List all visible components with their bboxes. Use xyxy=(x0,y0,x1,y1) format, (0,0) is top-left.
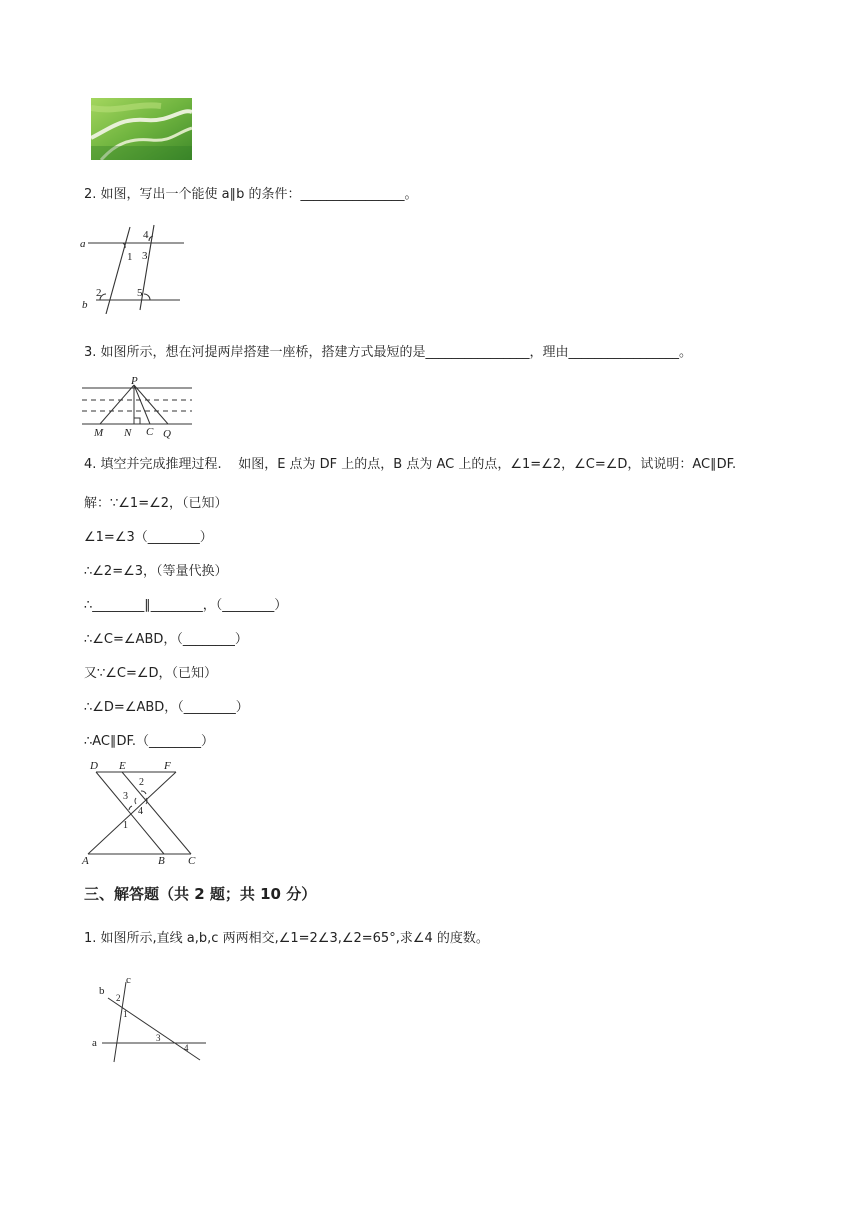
point-b-label: B xyxy=(158,855,165,866)
angle-4-label: 4 xyxy=(184,1043,189,1053)
point-d-label: D xyxy=(90,760,98,772)
angle-3-label: 3 xyxy=(142,250,148,262)
question-4-text: 4. 填空并完成推理过程. 如图，E 点为 DF 上的点，B 点为 AC 上的点，∠1=∠2，∠C=∠D，试说明：AC∥DF. xyxy=(84,457,737,472)
proof-step-1: 解：∵∠1=∠2，（已知） xyxy=(84,496,228,511)
angle-5-label: 5 xyxy=(137,287,143,299)
parallel-lines-figure xyxy=(78,222,188,314)
point-p-label: P xyxy=(131,376,138,387)
line-a-label: a xyxy=(80,238,86,250)
proof-step-7: ∴∠D=∠ABD，（________） xyxy=(84,700,249,715)
triangle-proof-figure xyxy=(80,758,202,866)
angle-1-label: 1 xyxy=(123,820,128,831)
angle-1-label: 1 xyxy=(127,251,133,263)
line-b-label: b xyxy=(82,299,88,311)
angle-3-label: 3 xyxy=(156,1033,161,1043)
proof-step-8: ∴AC∥DF.（________） xyxy=(84,734,215,749)
point-f-label: F xyxy=(164,760,171,772)
line-a-label: a xyxy=(92,1037,97,1049)
proof-step-6: 又∵∠C=∠D，（已知） xyxy=(84,666,218,681)
angle-2-label: 2 xyxy=(139,777,144,788)
angle-3-label: 3 xyxy=(123,791,128,802)
three-lines-figure xyxy=(88,970,210,1066)
landscape-photo xyxy=(91,98,192,160)
section-3-heading: 三、解答题（共 2 题；共 10 分） xyxy=(84,885,317,903)
angle-2-label: 2 xyxy=(96,287,102,299)
angle-4-label: 4 xyxy=(143,229,149,241)
proof-step-2: ∠1=∠3（________） xyxy=(84,530,213,545)
river-bridge-figure xyxy=(80,376,195,440)
question-2-text: 2. 如图，写出一个能使 a∥b 的条件：________________。 xyxy=(84,187,418,202)
proof-step-3: ∴∠2=∠3，（等量代换） xyxy=(84,564,228,579)
point-q-label: Q xyxy=(163,428,171,440)
point-m-label: M xyxy=(94,427,104,439)
point-n-label: N xyxy=(124,427,132,439)
line-c-label: c xyxy=(126,974,131,986)
point-e-label: E xyxy=(119,760,126,772)
line-b-label: b xyxy=(99,985,105,997)
point-c-label: C xyxy=(146,426,154,438)
point-a-label: A xyxy=(82,855,89,866)
angle-4-label: 4 xyxy=(138,806,143,817)
point-c-label: C xyxy=(188,855,196,866)
section-3-question-1-text: 1. 如图所示,直线 a,b,c 两两相交,∠1=2∠3,∠2=65°,求∠4 的度数。 xyxy=(84,931,489,946)
question-3-text: 3. 如图所示，想在河提两岸搭建一座桥，搭建方式最短的是________________，理由_________________。 xyxy=(84,345,693,360)
proof-step-4: ∴________∥________，（________） xyxy=(84,598,288,613)
proof-step-5: ∴∠C=∠ABD，（________） xyxy=(84,632,248,647)
angle-1-label: 1 xyxy=(123,1009,128,1019)
angle-2-label: 2 xyxy=(116,993,121,1003)
